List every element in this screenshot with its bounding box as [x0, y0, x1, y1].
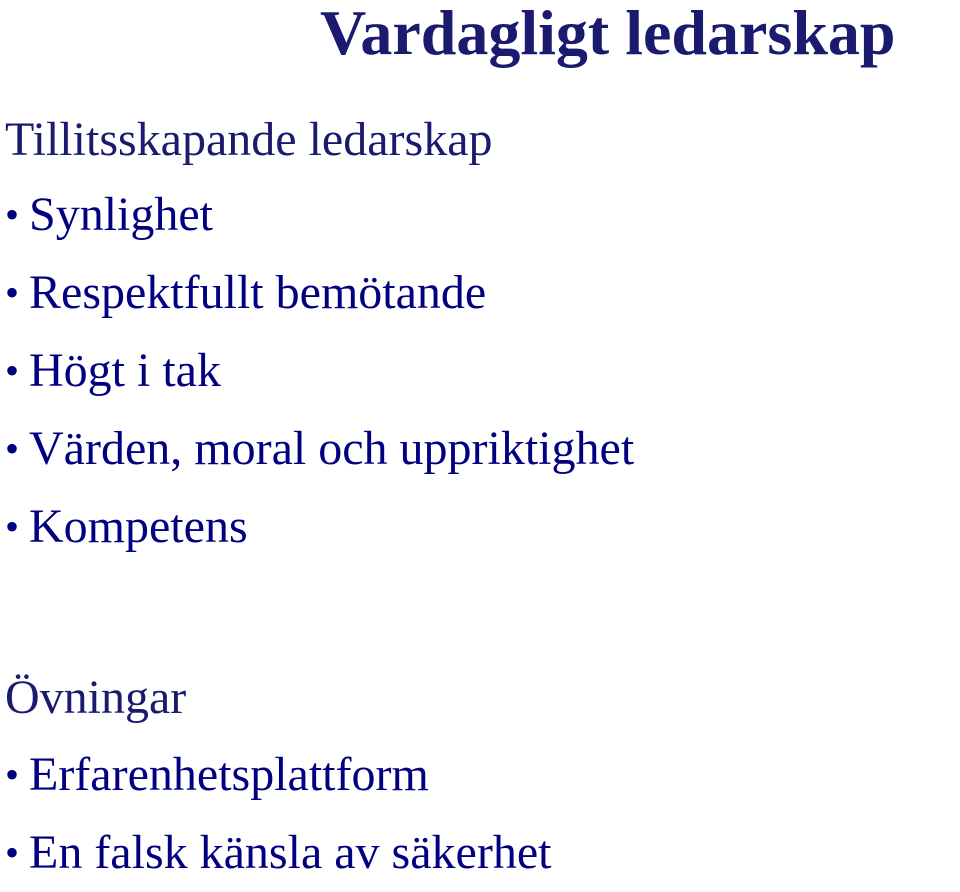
bullet-icon: •	[5, 192, 20, 237]
section-exercises	[5, 670, 551, 892]
section-heading: Tillitsskapande ledarskap	[5, 113, 493, 166]
list-item-text: Högt i tak	[29, 344, 221, 397]
list-item-text: Synlighet	[29, 188, 214, 241]
bullet-icon: •	[5, 270, 20, 315]
bullet-icon: •	[5, 830, 20, 875]
list-item	[5, 736, 551, 814]
list-item-text: Respektfullt bemötande	[29, 266, 487, 319]
list-item	[5, 814, 551, 892]
slide-title: Vardagligt ledarskap	[320, 0, 896, 68]
list-item	[5, 176, 634, 254]
bullet-icon: •	[5, 504, 20, 549]
list-item	[5, 410, 634, 488]
bullet-icon: •	[5, 426, 20, 471]
list-item-text: En falsk känsla av säkerhet	[29, 826, 552, 879]
list-item	[5, 254, 634, 332]
section-heading: Övningar	[5, 671, 187, 724]
list-item	[5, 488, 634, 566]
bullet-icon: •	[5, 752, 20, 797]
list-item-text: Erfarenhetsplattform	[29, 748, 429, 801]
list-item-text: Värden, moral och uppriktighet	[29, 422, 635, 475]
bullet-icon: •	[5, 348, 20, 393]
list-item	[5, 332, 634, 410]
section-trust-leadership	[5, 112, 634, 566]
list-item-text: Kompetens	[29, 500, 248, 553]
